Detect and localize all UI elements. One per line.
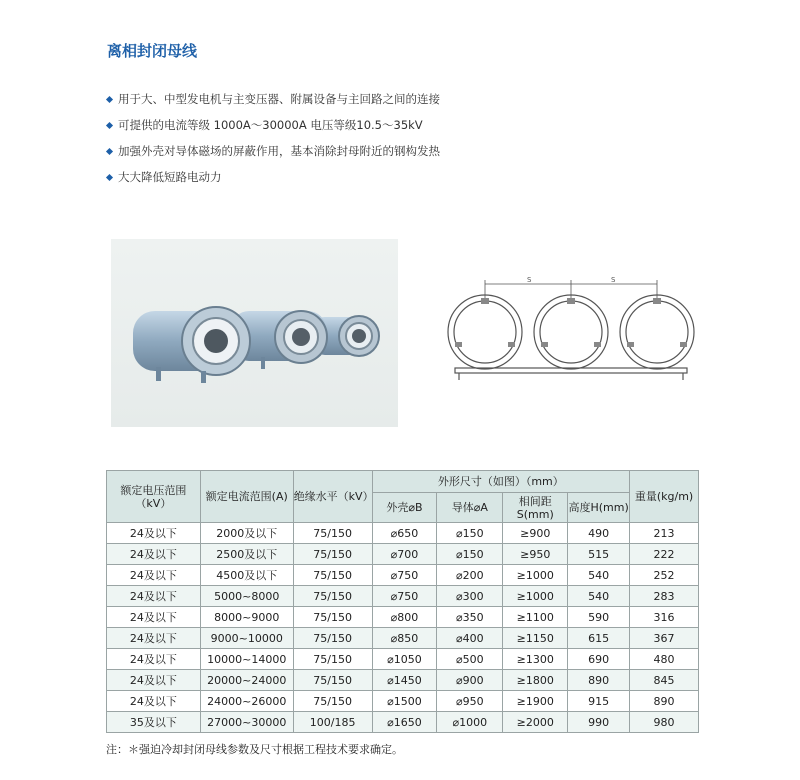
cell-weight: 252 xyxy=(630,565,699,586)
cell-weight: 367 xyxy=(630,628,699,649)
cell-height: 990 xyxy=(568,712,630,733)
cell-voltage: 24及以下 xyxy=(107,565,201,586)
cell-insulation: 75/150 xyxy=(293,523,372,544)
cell-current: 24000~26000 xyxy=(200,691,293,712)
cell-spacing: ≥1100 xyxy=(503,607,568,628)
cell-weight: 845 xyxy=(630,670,699,691)
cell-conductor: ⌀150 xyxy=(437,523,503,544)
feature-item xyxy=(107,138,440,164)
cell-current: 8000~9000 xyxy=(200,607,293,628)
cell-shell: ⌀700 xyxy=(372,544,437,565)
cell-height: 915 xyxy=(568,691,630,712)
spec-table xyxy=(106,470,699,733)
table-row xyxy=(107,523,699,544)
cell-conductor: ⌀300 xyxy=(437,586,503,607)
cell-insulation: 100/185 xyxy=(293,712,372,733)
cell-spacing: ≥1000 xyxy=(503,586,568,607)
cell-spacing: ≥1300 xyxy=(503,649,568,670)
table-row xyxy=(107,670,699,691)
cell-shell: ⌀750 xyxy=(372,586,437,607)
cell-insulation: 75/150 xyxy=(293,607,372,628)
cell-voltage: 24及以下 xyxy=(107,649,201,670)
cell-current: 4500及以下 xyxy=(200,565,293,586)
cell-conductor: ⌀200 xyxy=(437,565,503,586)
cell-voltage: 24及以下 xyxy=(107,544,201,565)
spacing-label: S xyxy=(611,276,616,284)
header-dimensions: 外形尺寸（如图）（mm） xyxy=(372,471,630,493)
cell-spacing: ≥1000 xyxy=(503,565,568,586)
footnote: 注：＊强迫冷却封闭母线参数及尺寸根据工程技术要求确定。 xyxy=(106,743,403,756)
cell-weight: 480 xyxy=(630,649,699,670)
feature-text: 大大降低短路电动力 xyxy=(118,170,222,184)
cell-weight: 316 xyxy=(630,607,699,628)
table-row xyxy=(107,628,699,649)
table-row xyxy=(107,544,699,565)
cell-spacing: ≥900 xyxy=(503,523,568,544)
cell-conductor: ⌀1000 xyxy=(437,712,503,733)
cell-spacing: ≥950 xyxy=(503,544,568,565)
cell-conductor: ⌀500 xyxy=(437,649,503,670)
cell-spacing: ≥1800 xyxy=(503,670,568,691)
page-title: 离相封闭母线 xyxy=(107,42,198,60)
cell-shell: ⌀1450 xyxy=(372,670,437,691)
cell-voltage: 24及以下 xyxy=(107,523,201,544)
cell-current: 20000~24000 xyxy=(200,670,293,691)
diamond-bullet-icon xyxy=(106,174,113,181)
cell-voltage: 24及以下 xyxy=(107,607,201,628)
header-insulation: 绝缘水平（kV） xyxy=(293,471,372,523)
cell-height: 490 xyxy=(568,523,630,544)
table-row xyxy=(107,586,699,607)
cell-weight: 213 xyxy=(630,523,699,544)
header-height: 高度H(mm) xyxy=(568,493,630,523)
product-photo xyxy=(111,239,398,427)
cell-current: 27000~30000 xyxy=(200,712,293,733)
feature-text: 用于大、中型发电机与主变压器、附属设备与主回路之间的连接 xyxy=(118,92,440,106)
header-conductor: 导体⌀A xyxy=(437,493,503,523)
table-row xyxy=(107,565,699,586)
cell-conductor: ⌀950 xyxy=(437,691,503,712)
cell-height: 890 xyxy=(568,670,630,691)
diamond-bullet-icon xyxy=(106,122,113,129)
header-shell: 外壳⌀B xyxy=(372,493,437,523)
header-voltage: 额定电压范围（kV） xyxy=(107,471,201,523)
feature-item xyxy=(107,164,440,190)
table-row xyxy=(107,607,699,628)
cell-voltage: 24及以下 xyxy=(107,628,201,649)
cell-weight: 980 xyxy=(630,712,699,733)
header-spacing: 相间距S(mm) xyxy=(503,493,568,523)
cell-spacing: ≥2000 xyxy=(503,712,568,733)
spacing-label: S xyxy=(527,276,532,284)
cell-voltage: 24及以下 xyxy=(107,670,201,691)
header-weight: 重量(kg/m) xyxy=(630,471,699,523)
cell-weight: 890 xyxy=(630,691,699,712)
feature-text: 加强外壳对导体磁场的屏蔽作用，基本消除封母附近的钢构发热 xyxy=(118,144,440,158)
cell-shell: ⌀850 xyxy=(372,628,437,649)
cell-shell: ⌀750 xyxy=(372,565,437,586)
diamond-bullet-icon xyxy=(106,148,113,155)
cell-conductor: ⌀900 xyxy=(437,670,503,691)
cell-shell: ⌀1500 xyxy=(372,691,437,712)
cell-current: 10000~14000 xyxy=(200,649,293,670)
cell-voltage: 35及以下 xyxy=(107,712,201,733)
cell-spacing: ≥1150 xyxy=(503,628,568,649)
table-row xyxy=(107,649,699,670)
cell-insulation: 75/150 xyxy=(293,628,372,649)
cell-height: 590 xyxy=(568,607,630,628)
cell-shell: ⌀650 xyxy=(372,523,437,544)
diamond-bullet-icon xyxy=(106,96,113,103)
cell-insulation: 75/150 xyxy=(293,649,372,670)
cell-weight: 222 xyxy=(630,544,699,565)
table-row xyxy=(107,712,699,733)
cell-current: 9000~10000 xyxy=(200,628,293,649)
cell-conductor: ⌀400 xyxy=(437,628,503,649)
cell-height: 515 xyxy=(568,544,630,565)
cell-conductor: ⌀150 xyxy=(437,544,503,565)
cross-section-diagram xyxy=(441,270,703,382)
cell-height: 690 xyxy=(568,649,630,670)
cell-shell: ⌀1650 xyxy=(372,712,437,733)
cell-current: 5000~8000 xyxy=(200,586,293,607)
cell-insulation: 75/150 xyxy=(293,670,372,691)
cell-voltage: 24及以下 xyxy=(107,586,201,607)
feature-text: 可提供的电流等级 1000A～30000A 电压等级10.5～35kV xyxy=(118,118,423,132)
feature-item xyxy=(107,86,440,112)
table-row xyxy=(107,691,699,712)
cell-insulation: 75/150 xyxy=(293,565,372,586)
cell-shell: ⌀1050 xyxy=(372,649,437,670)
cell-conductor: ⌀350 xyxy=(437,607,503,628)
feature-item xyxy=(107,112,440,138)
cell-insulation: 75/150 xyxy=(293,586,372,607)
cell-height: 540 xyxy=(568,565,630,586)
header-current: 额定电流范围(A) xyxy=(200,471,293,523)
cell-weight: 283 xyxy=(630,586,699,607)
cell-spacing: ≥1900 xyxy=(503,691,568,712)
feature-list xyxy=(107,86,440,190)
cell-shell: ⌀800 xyxy=(372,607,437,628)
cell-insulation: 75/150 xyxy=(293,691,372,712)
cell-current: 2500及以下 xyxy=(200,544,293,565)
cell-height: 540 xyxy=(568,586,630,607)
cell-height: 615 xyxy=(568,628,630,649)
cell-current: 2000及以下 xyxy=(200,523,293,544)
cell-voltage: 24及以下 xyxy=(107,691,201,712)
cell-insulation: 75/150 xyxy=(293,544,372,565)
